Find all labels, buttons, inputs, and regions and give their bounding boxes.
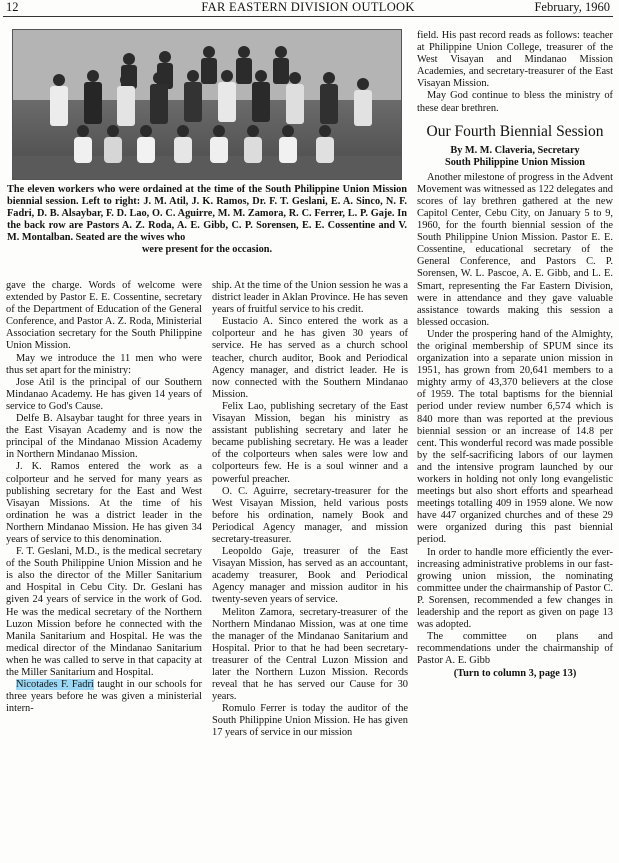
paragraph: Jose Atil is the principal of our Southern Mindanao Academy. He has given 14 years of service to God's Cause.	[6, 376, 202, 412]
paragraph: Romulo Ferrer is today the auditor of the South Philippine Union Mission. He has given 17 years of service in our mission	[212, 703, 408, 739]
page-header	[6, 0, 610, 15]
page-number: 12	[6, 0, 19, 14]
header-rule	[3, 16, 613, 17]
group-photo-illustration	[13, 30, 402, 180]
publication-title: FAR EASTERN DIVISION OUTLOOK	[201, 0, 415, 14]
paragraph: Felix Lao, publishing secretary of the East Visayan Mission, began his ministry as assistant publishing secretary and later he became publishing secretary. He was a leader of the colporteurs when sales were low and colporteurs few. He is a soul winner and a powerful preacher.	[212, 400, 408, 485]
group-photo	[12, 29, 402, 180]
byline-title: South Philippine Union Mission	[445, 156, 585, 168]
continuation-note[interactable]: (Turn to column 3, page 13)	[453, 667, 577, 679]
paragraph: The committee on plans and recommendations under the chairmanship of Pastor A. E. Gibb	[417, 631, 613, 667]
paragraph-rest: taught in our schools for three years before he was given a ministerial intern-	[6, 679, 202, 715]
paragraph: In order to handle more efficiently the ever-increasing administrative problems in our fast-growing union mission, the nominating committee under the chairmanship of Pastor C. P. Sorensen, recommended a few changes in leadership and the report as given on page 13 was adopted.	[417, 546, 613, 631]
byline-author: By M. M. Claveria, Secretary	[450, 144, 580, 156]
paragraph: Another milestone of progress in the Advent Movement was witnessed as 122 delegates and scores of lay brethren gathered at the new Capitol Center, Cebu City, on January 5 to 9, 1960, for the fourth biennial session of the South Philippine Union Mission. Pastor E. E. Cossentine, educational secretary of the General Conference, and Pastors C. P. Sorensen, W. L. Pascoe, A. E. Gibb, and L. E. Smart, representing the Far Eastern Division, were in attendance and they gave valuable assistance towards making this session a blessed occasion.	[417, 171, 613, 328]
paragraph: ship. At the time of the Union session he was a district leader in Aklan Province. He has seven years of fruitful service to his credit.	[212, 280, 408, 316]
article-column-3	[417, 30, 613, 680]
paragraph: Under the prospering hand of the Almighty, the original membership of SPUM since its organization into a separate union mission in 1951, has grown from 20,641 members to a mighty army of 43,370 believers at the close of 1959. The total baptisms for the biennial period under review number 6,574 which is 840 more than was reported at the previous biennial session or an increase of 14.8 per cent. This wonderful record was made possible by the self-sacrificing labors of our laymen and the intensive program launched by our workers in holding not only long evangelistic meetings but also short efforts and spearhead meetings totalling 409 in 1959 alone. We now have 447 organized churches and of these 29 were organized during this past biennial period.	[417, 328, 613, 546]
paragraph: field. His past record reads as follows: teacher at Philippine Union College, treasurer of the West Visayan and Mindanao Mission Academies, and secretary-treasurer of the East Visayan Mission.	[417, 30, 613, 90]
paragraph: Delfe B. Alsaybar taught for three years in the East Visayan Academy and is now the principal of the Mindanao Mission Academy in Northern Mindanao Mission.	[6, 413, 202, 461]
paragraph: O. C. Aguirre, secretary-treasurer for the West Visayan Mission, held various posts before his ordination, namely Book and Periodical Agency manager, and mission secretary-treasurer.	[212, 485, 408, 545]
caption-text: The eleven workers who were ordained at the time of the South Philippine Union Mission biennial session. Left to right: J. M. Atil, J. K. Ramos, Dr. F. T. Geslani, E. A. Sinco, N. F. Fadri, D. B. Alsaybar, F. D. Lao, O. C. Aguirre, M. M. Zamora, R. C. Ferrer, L. P. Gaje. In the back row are Pastors A. Z. Roda, A. E. Gibb, C. P. Sorensen, E. E. Cossentine and V. M. Montalban. Seated are the wives who	[7, 184, 407, 244]
photo-caption	[7, 184, 407, 257]
highlighted-name[interactable]: Nicotades F. Fadri	[16, 679, 94, 691]
paragraph: May we introduce the 11 men who were thus set apart for the ministry:	[6, 352, 202, 376]
paragraph-fadri	[6, 679, 202, 715]
paragraph: Eustacio A. Sinco entered the work as a colporteur and he has given 30 years of service. He has served as a church school teacher, church auditor, Book and Periodical Agency manager, and district leader. He is now connected with the Southern Mindanao Mission.	[212, 316, 408, 400]
paragraph: Meliton Zamora, secretary-treasurer of the Northern Mindanao Mission, was at one time the manager of the Mindanao Sanitarium and Hospital. Prior to that he had been secretary-treasurer of the Central Luzon Mission and later the Northern Luzon Mission. Records reveal that he has served our Cause for 30 years.	[212, 606, 408, 703]
article-column-2	[212, 280, 408, 740]
paragraph: Leopoldo Gaje, treasurer of the East Visayan Mission, has served as an accountant, academy treasurer, Book and Periodical Agency manager and mission auditor in his twenty-seven years of service.	[212, 546, 408, 606]
issue-date: February, 1960	[534, 0, 610, 14]
article-headline: Our Fourth Biennial Session	[426, 122, 604, 140]
paragraph: J. K. Ramos entered the work as a colporteur and he served for many years as publishing secretary for the East and West Visayan Missions. At the time of his ordination he was a district leader in the Northern Mindanao Mission. He has given 34 years of service to this denomination.	[6, 461, 202, 545]
article-column-1	[6, 280, 202, 715]
caption-last-line: were present for the occasion.	[141, 244, 273, 256]
byline	[417, 145, 613, 169]
paragraph: gave the charge. Words of welcome were extended by Pastor E. E. Cossentine, secretary of the Department of Education of the General Conference, and Pastor A. Z. Roda, Ministerial Association secretary for the South Philippine Union Mission.	[6, 280, 202, 352]
paragraph: F. T. Geslani, M.D., is the medical secretary of the South Philippine Union Mission and he is also the director of the Miller Sanitarium and Hospital in Cebu City. Dr. Geslani has given 24 years of service in the work of God. He was the medical secretary of the Northern Luzon Mission before he connected with the Manila Sanitarium and Hospital. He was the medical director of the Mindanao Sanitarium when he was called to serve in that capacity at the Miller Sanitarium and Hospital.	[6, 546, 202, 678]
paragraph: May God continue to bless the ministry of these dear brethren.	[417, 90, 613, 114]
